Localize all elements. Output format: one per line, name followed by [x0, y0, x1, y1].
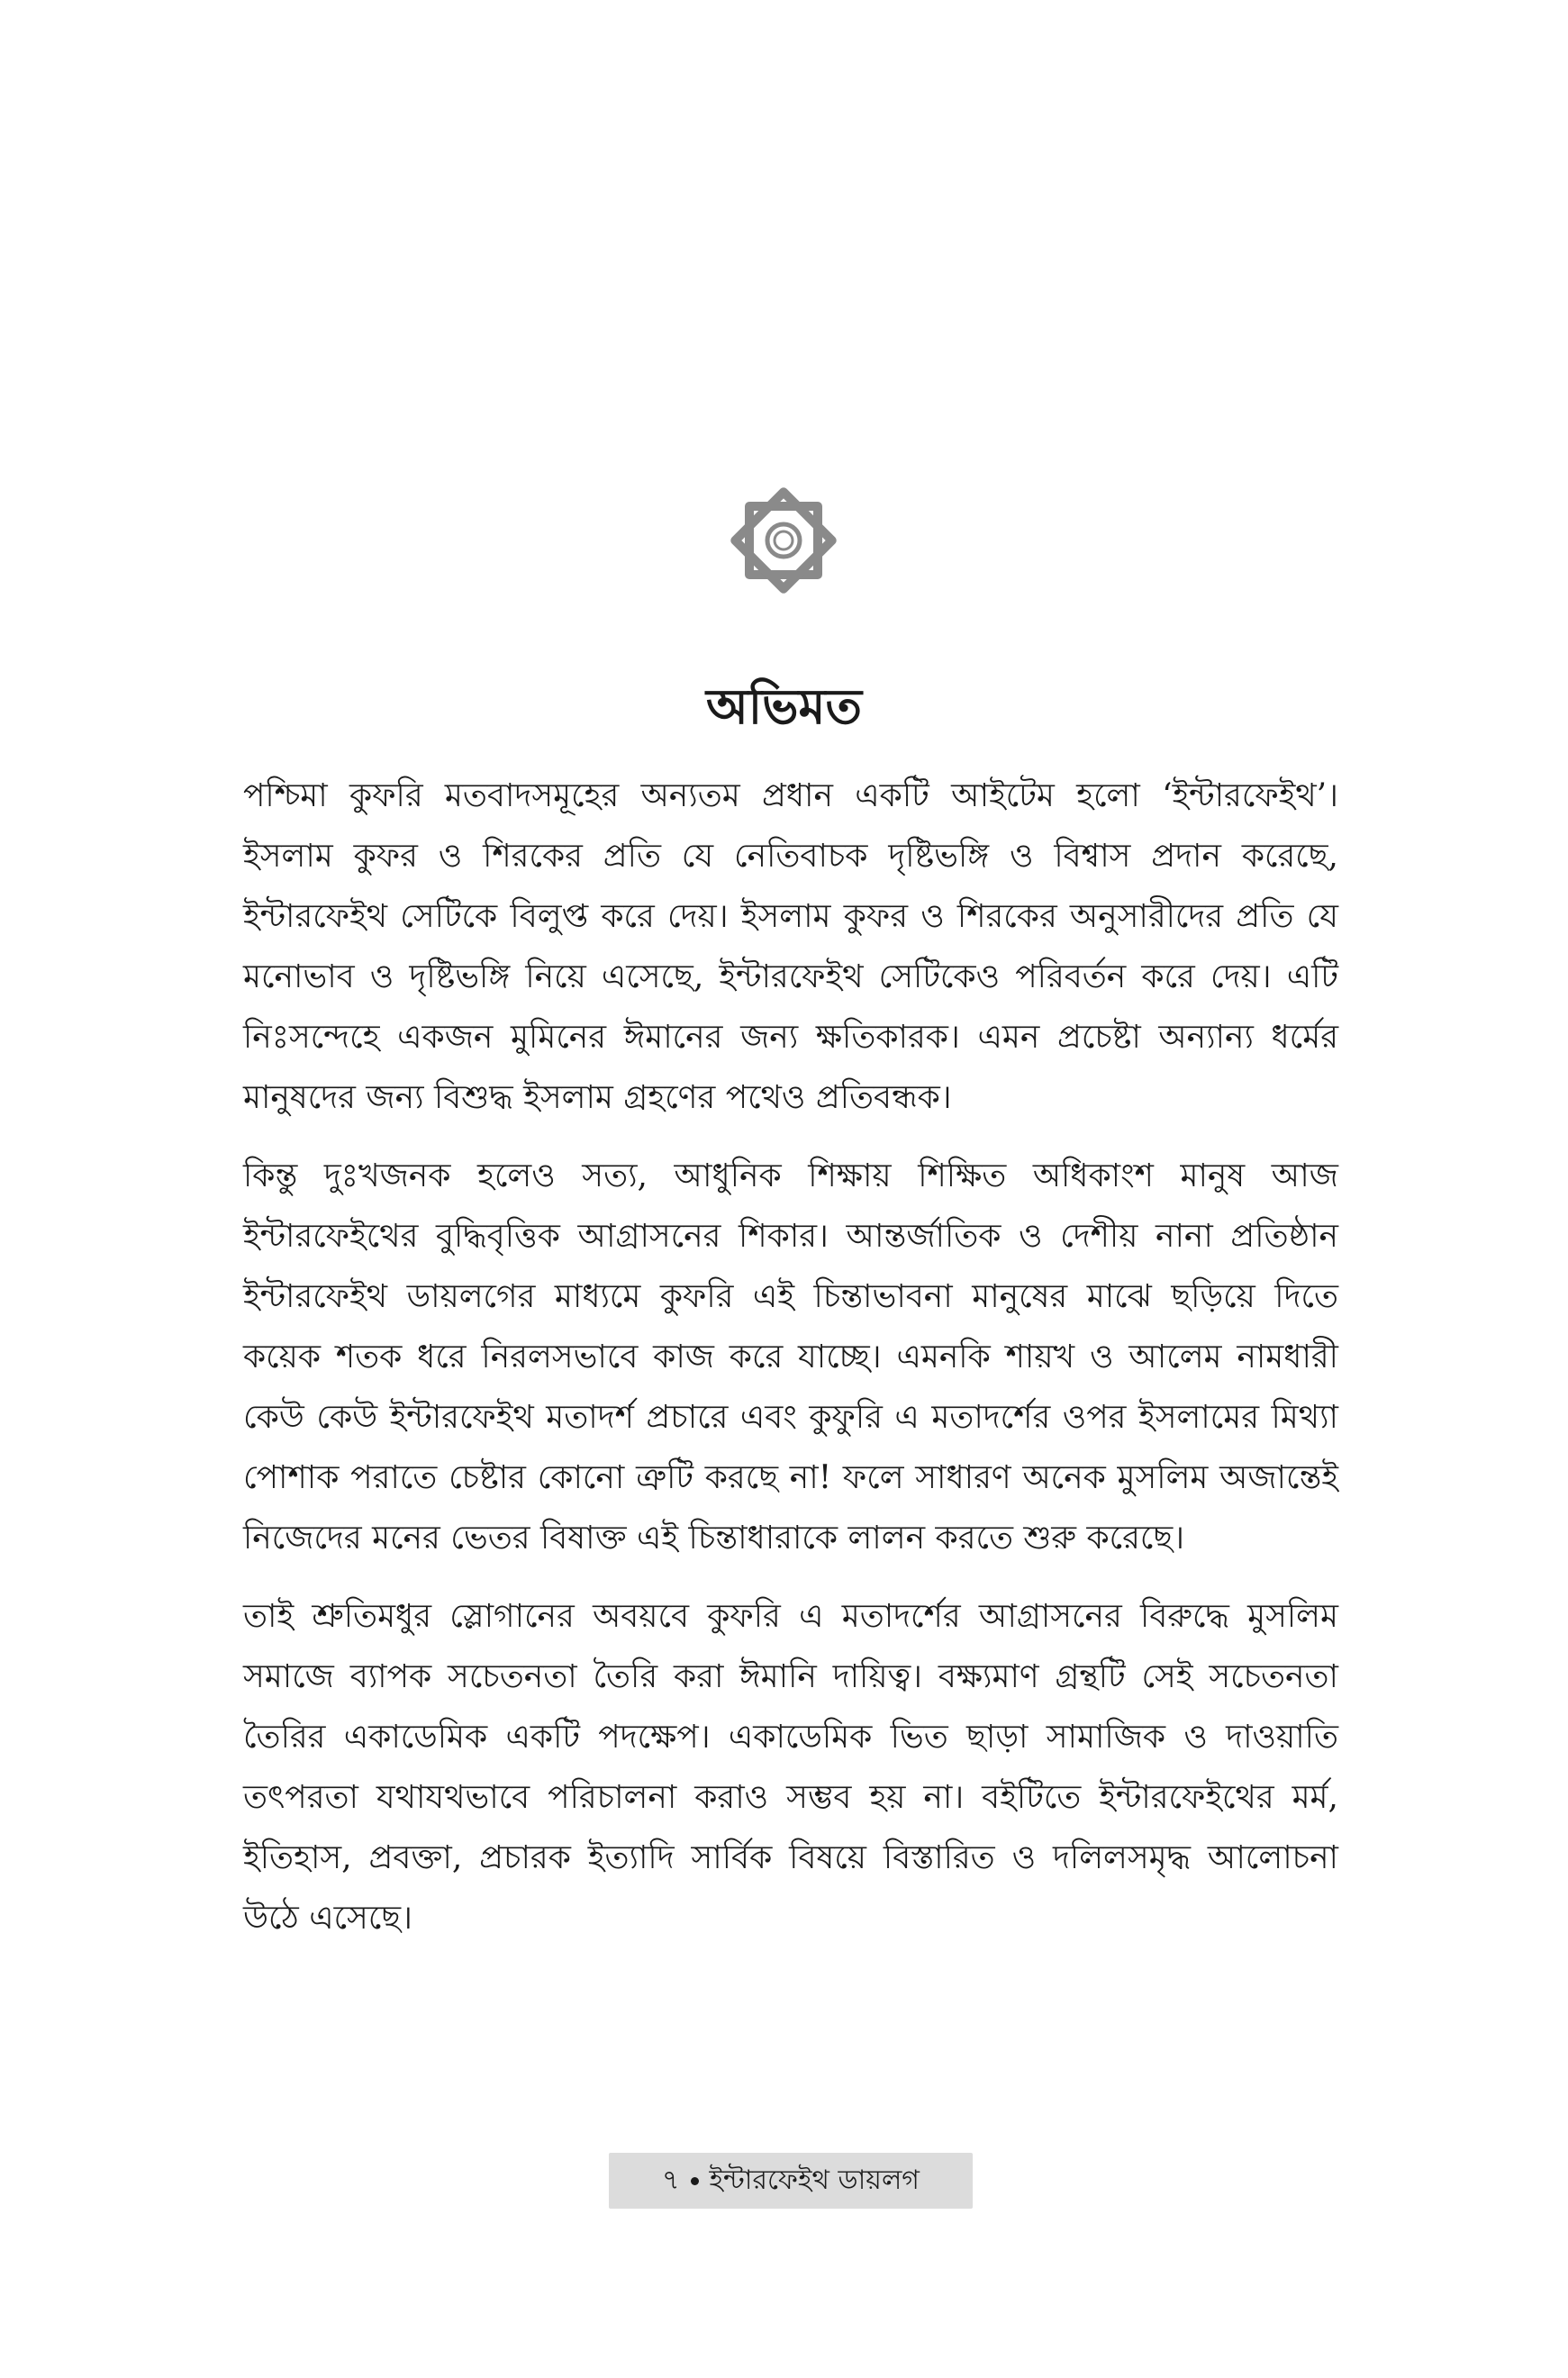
page-footer	[609, 2153, 973, 2209]
page-number: ৭	[662, 2164, 680, 2196]
paragraph: কিন্তু দুঃখজনক হলেও সত্য, আধুনিক শিক্ষায় শিক্ষিত অধিকাংশ মানুষ আজ ইন্টারফেইথের বুদ্ধিবৃত্তিক আগ্রাসনের শিকার। আন্তর্জাতিক ও দেশীয় নানা প্রতিষ্ঠান ইন্টারফেইথ ডায়লগের মাধ্যমে কুফরি এই চিন্তাভাবনা মানুষের মাঝে ছড়িয়ে দিতে কয়েক শতক ধরে নিরলসভাবে কাজ করে যাচ্ছে। এমনকি শায়খ ও আলেম নামধারী কেউ কেউ ইন্টারফেইথ মতাদর্শ প্রচারে এবং কুফুরি এ মতাদর্শের ওপর ইসলামের মিথ্যা পোশাক পরাতে চেষ্টার কোনো ত্রুটি করছে না! ফলে সাধারণ অনেক মুসলিম অজান্তেই নিজেদের মনের ভেতর বিষাক্ত এই চিন্তাধারাকে লালন করতে শুরু করেছে।	[243, 1157, 1338, 1557]
page-title: অভিমত	[706, 677, 862, 735]
paragraph: পশ্চিমা কুফরি মতবাদসমূহের অন্যতম প্রধান একটি আইটেম হলো ‘ইন্টারফেইথ’। ইসলাম কুফর ও শিরকের প্রতি যে নেতিবাচক দৃষ্টিভঙ্গি ও বিশ্বাস প্রদান করেছে, ইন্টারফেইথ সেটিকে বিলুপ্ত করে দেয়। ইসলাম কুফর ও শিরকের অনুসারীদের প্রতি যে মনোভাব ও দৃষ্টিভঙ্গি নিয়ে এসেছে, ইন্টারফেইথ সেটিকেও পরিবর্তন করে দেয়। এটি নিঃসন্দেহে একজন মুমিনের ঈমানের জন্য ক্ষতিকারক। এমন প্রচেষ্টা অন্যান্য ধর্মের মানুষদের জন্য বিশুদ্ধ ইসলাম গ্রহণের পথেও প্রতিবন্ধক।	[243, 777, 1338, 1116]
body-text	[243, 766, 1338, 1966]
ornament-icon	[721, 477, 847, 604]
paragraph: তাই শ্রুতিমধুর স্লোগানের অবয়বে কুফরি এ মতাদর্শের আগ্রাসনের বিরুদ্ধে মুসলিম সমাজে ব্যাপক সচেতনতা তৈরি করা ঈমানি দায়িত্ব। বক্ষ্যমাণ গ্রন্থটি সেই সচেতনতা তৈরির একাডেমিক একটি পদক্ষেপ। একাডেমিক ভিত ছাড়া সামাজিক ও দাওয়াতি তৎপরতা যথাযথভাবে পরিচালনা করাও সম্ভব হয় না। বইটিতে ইন্টারফেইথের মর্ম, ইতিহাস, প্রবক্তা, প্রচারক ইত্যাদি সার্বিক বিষয়ে বিস্তারিত ও দলিলসমৃদ্ধ আলোচনা উঠে এসেছে।	[243, 1598, 1338, 1937]
running-title: ইন্টারফেইথ ডায়লগ	[709, 2164, 920, 2196]
bullet-separator-icon	[691, 2177, 699, 2185]
